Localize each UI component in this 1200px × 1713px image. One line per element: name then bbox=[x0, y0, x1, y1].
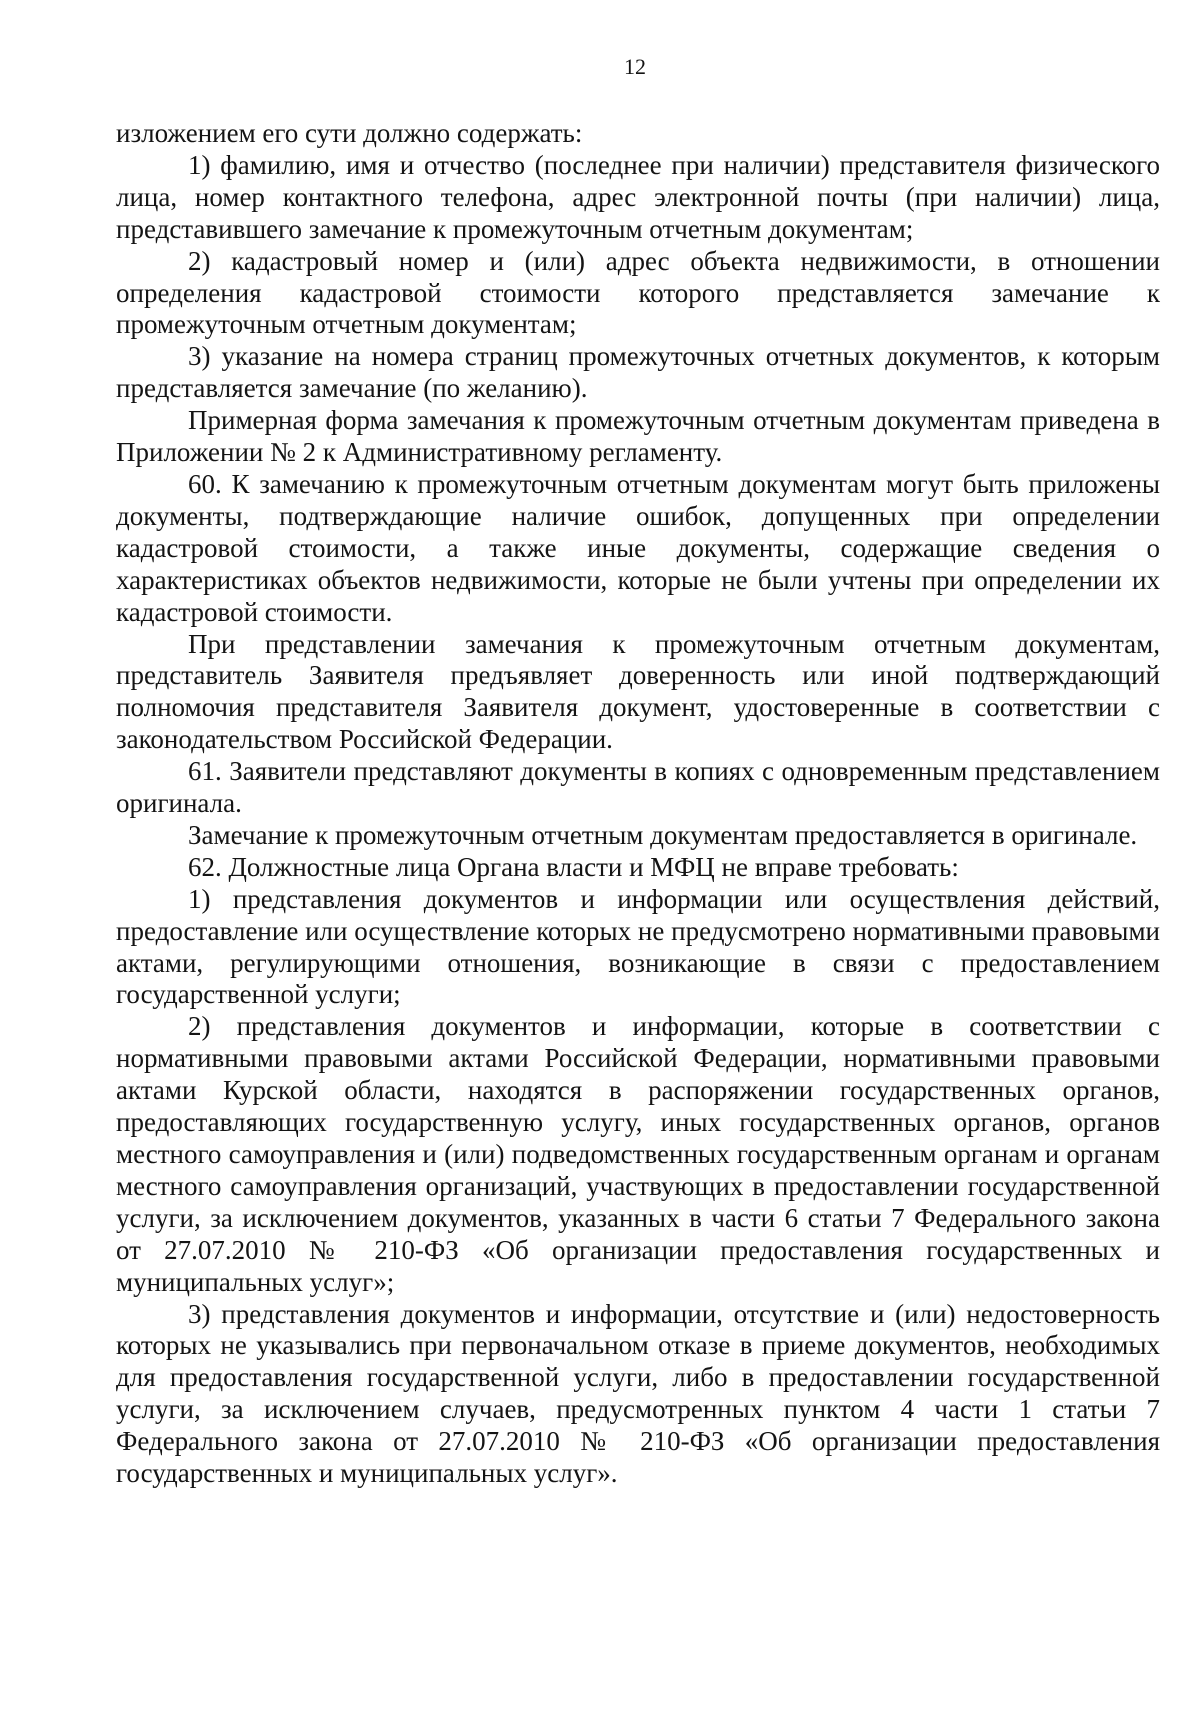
paragraph-continuation: изложением его сути должно содержать: bbox=[116, 118, 583, 148]
paragraph-clause-60: 60. К замечанию к промежуточным отчетным документам могут быть приложены документы, подтверждающие наличие ошибок, допущенных при определении кадастровой стоимости, а также иные документы, содержащие сведения о характеристиках объектов недвижимости, которые не были учтены при определении их кадастровой стоимости. bbox=[116, 468, 1160, 627]
paragraph-62-item-3: 3) представления документов и информации, отсутствие и (или) недостоверность которых не указывались при первоначальном отказе в приеме документов, необходимых для предоставления государственной услуги, либо в предоставлении государственной услуги, за исключением случаев, предусмотренных пунктом 4 части 1 статьи 7 Федерального закона от 27.07.2010 № 210-ФЗ «Об организации предоставления государственных и муниципальных услуг». bbox=[116, 1298, 1160, 1489]
paragraph-original: Замечание к промежуточным отчетным документам предоставляется в оригинале. bbox=[188, 819, 1138, 850]
paragraph-item-3-pages: 3) указание на номера страниц промежуточных отчетных документов, к которым представляется замечание (по желанию). bbox=[116, 341, 1160, 404]
paragraph-clause-61: 61. Заявители представляют документы в копиях с одновременным представлением оригинала. bbox=[116, 756, 1160, 819]
paragraph-62-item-2: 2) представления документов и информации, которые в соответствии с нормативными правовыми актами Российской Федерации, нормативными правовыми актами Курской области, находятся в распоряжении государственных органов, предоставляющих государственную услугу, иных государственных органов, органов местного самоуправления и (или) подведомственных государственным органам и органам местного самоуправления организаций, участвующих в предоставлении государственной услуги, за исключением документов, указанных в части 6 статьи 7 Федерального закона от 27.07.2010 № 210-ФЗ «Об организации предоставления государственных и муниципальных услуг»; bbox=[116, 1011, 1160, 1297]
paragraph-clause-62: 62. Должностные лица Органа власти и МФЦ не вправе требовать: bbox=[188, 851, 959, 882]
paragraph-62-item-1: 1) представления документов и информации или осуществления действий, предоставление или осуществление которых не предусмотрено нормативными правовыми актами, регулирующими отношения, возникающие в связи с предоставлением государственной услуги; bbox=[116, 883, 1160, 1010]
paragraph-representative: При представлении замечания к промежуточным отчетным документам, представитель Заявителя предъявляет доверенность или иной подтверждающий полномочия представителя Заявителя документ, удостоверенные в соответствии с законодательством Российской Федерации. bbox=[116, 628, 1160, 755]
paragraph-sample-form: Примерная форма замечания к промежуточным отчетным документам приведена в Приложении № 2 к Административному регламенту. bbox=[116, 405, 1160, 468]
paragraph-item-1-name: 1) фамилию, имя и отчество (последнее при наличии) представителя физического лица, номер контактного телефона, адрес электронной почты (при наличии) лица, представившего замечание к промежуточным отчетным документам; bbox=[116, 149, 1160, 244]
paragraph-item-2-cadastral: 2) кадастровый номер и (или) адрес объекта недвижимости, в отношении определения кадастровой стоимости которого представляется замечание к промежуточным отчетным документам; bbox=[116, 245, 1160, 340]
page-number: 12 bbox=[624, 54, 646, 79]
document-body bbox=[116, 118, 1160, 1490]
